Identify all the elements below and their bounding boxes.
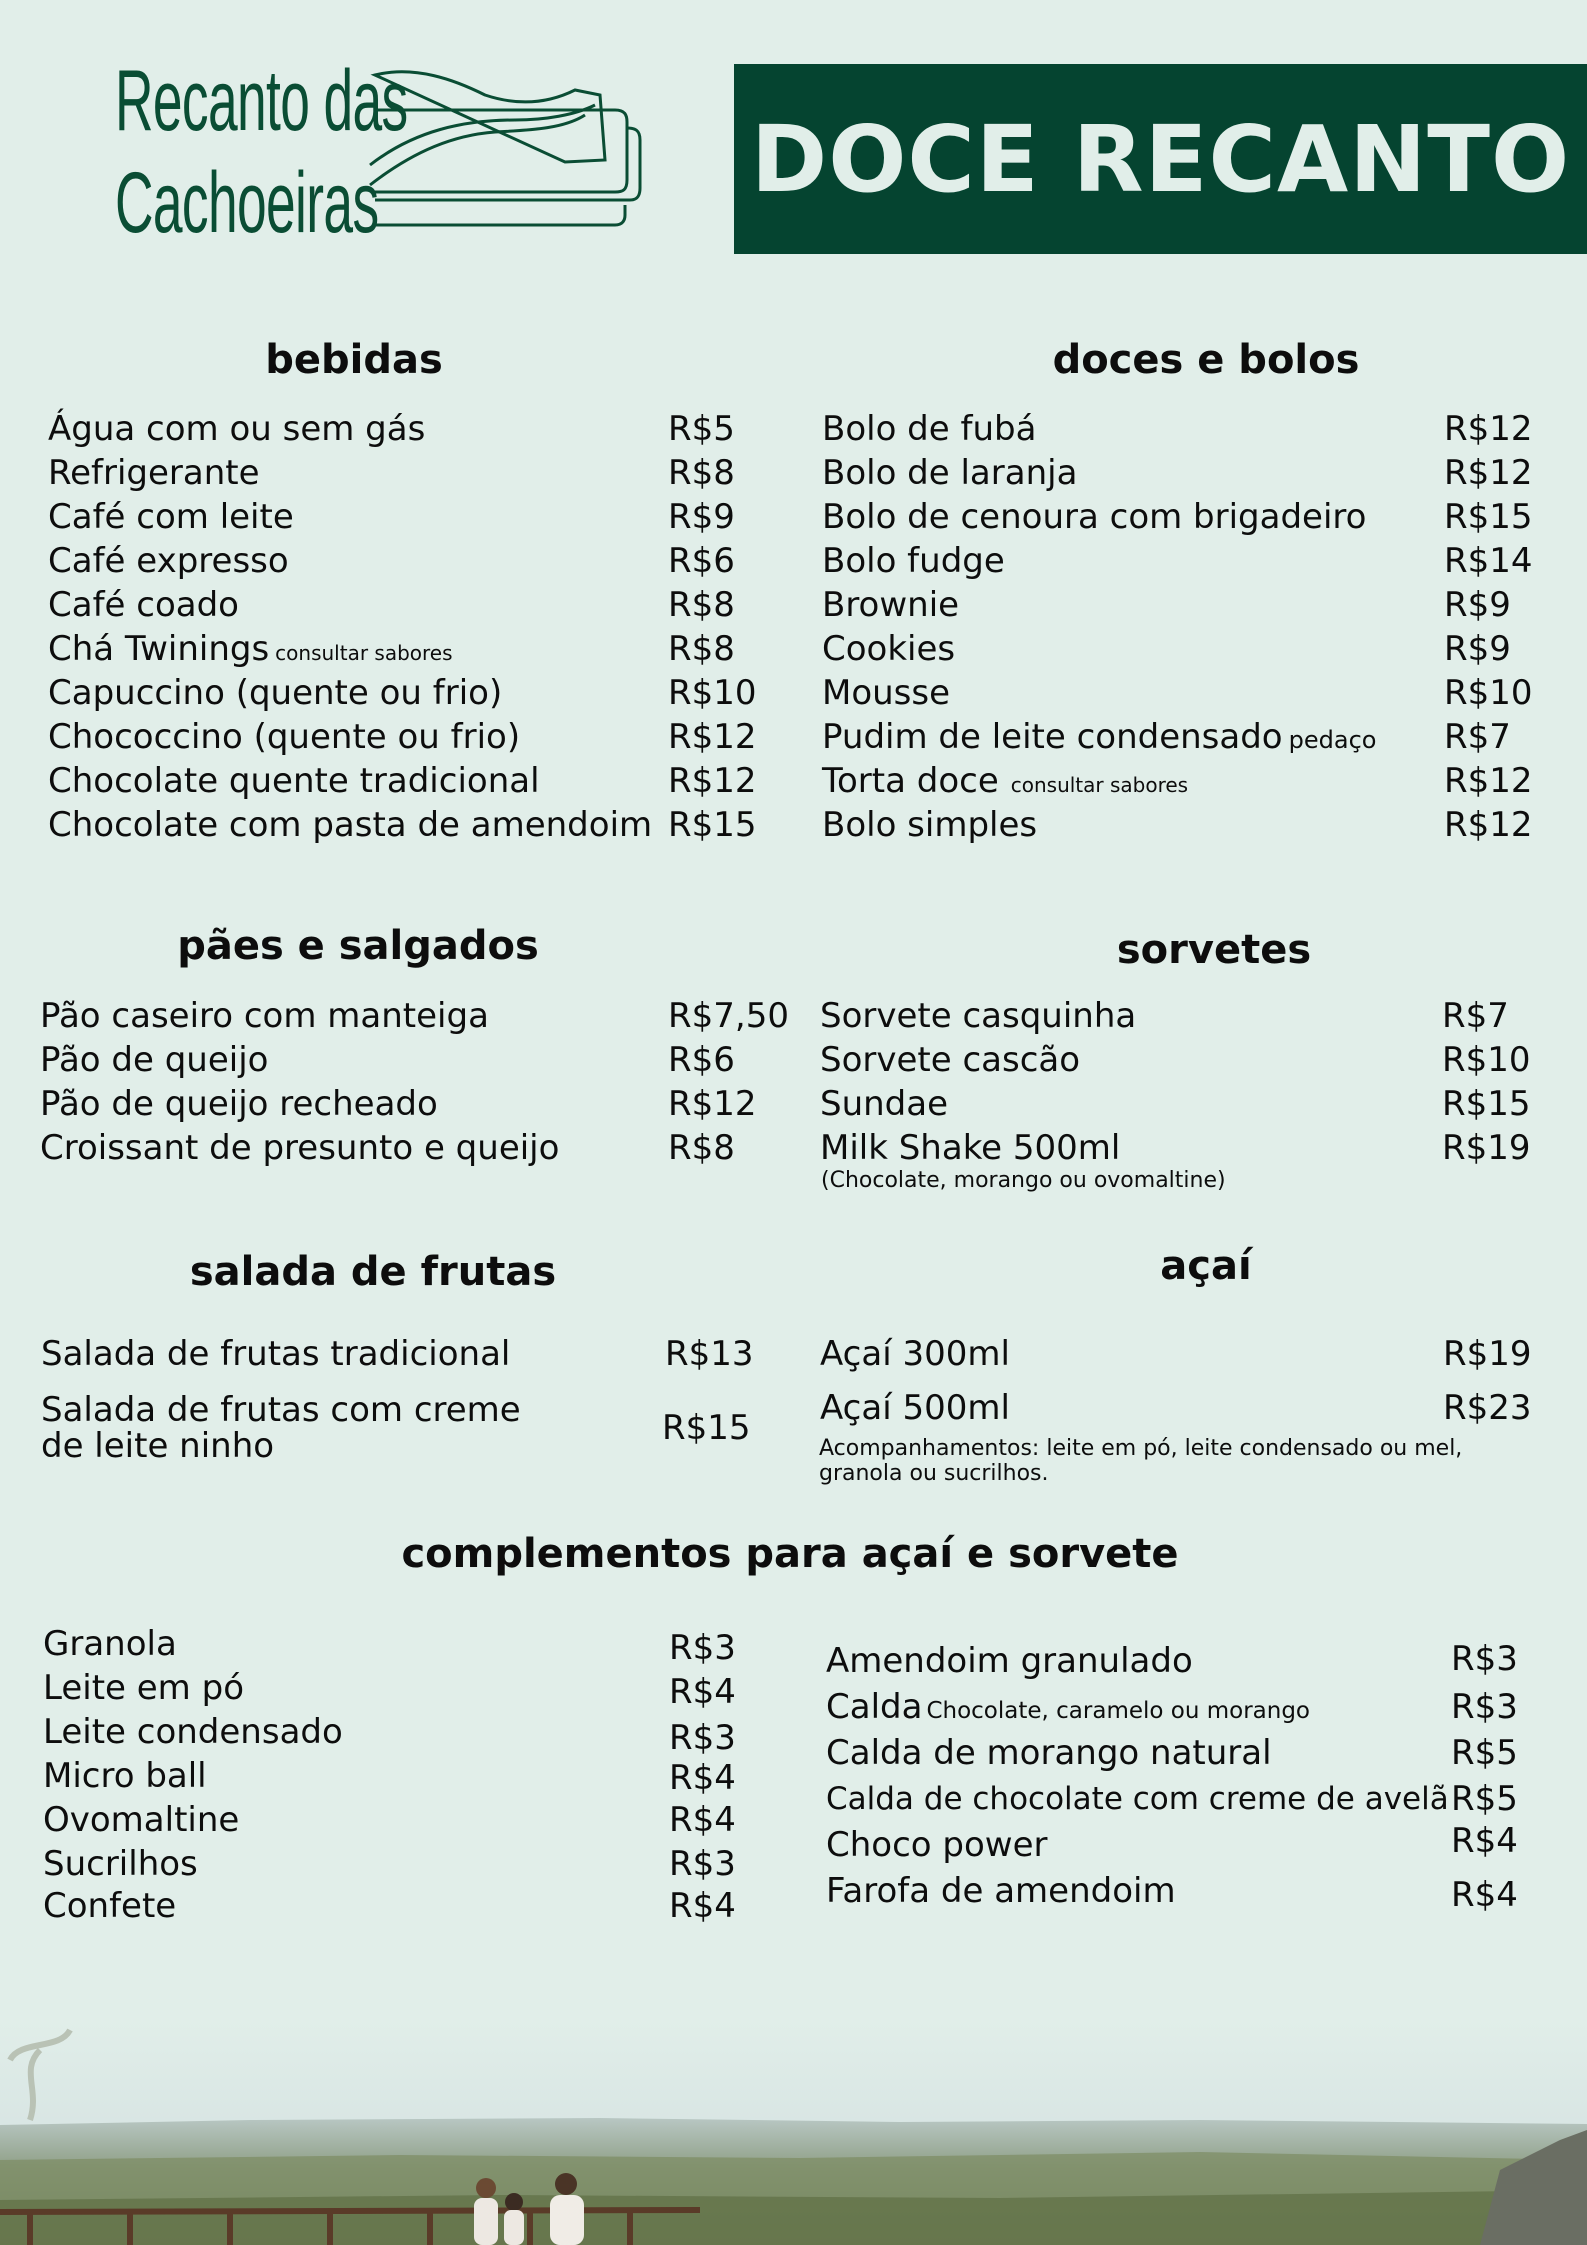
menu-item bbox=[40, 1082, 780, 1126]
item-name: Croissant de presunto e queijo bbox=[40, 1128, 560, 1168]
item-price: R$8 bbox=[668, 629, 735, 669]
item-name bbox=[48, 627, 453, 675]
menu-item bbox=[43, 1666, 783, 1710]
item-price: R$12 bbox=[1444, 761, 1533, 801]
item-price: R$3 bbox=[1451, 1639, 1518, 1679]
item-price: R$15 bbox=[662, 1408, 751, 1448]
item-price: R$8 bbox=[668, 1128, 735, 1168]
menu-item bbox=[820, 1386, 1540, 1430]
item-price: R$19 bbox=[1443, 1334, 1532, 1374]
item-price: R$10 bbox=[1444, 673, 1533, 713]
menu-item bbox=[43, 1842, 783, 1884]
item-price: R$4 bbox=[669, 1758, 736, 1798]
item-price: R$12 bbox=[668, 717, 757, 757]
item-name: Bolo de fubá bbox=[822, 409, 1037, 449]
item-name-text: Calda bbox=[826, 1687, 923, 1727]
brand-line-2: Cachoeiras bbox=[115, 155, 379, 251]
item-name: Leite condensado bbox=[43, 1712, 343, 1752]
item-price: R$19 bbox=[1442, 1128, 1531, 1168]
item-price: R$12 bbox=[1444, 409, 1533, 449]
menu-item bbox=[48, 495, 768, 539]
menu-list-sorvetes bbox=[820, 994, 1540, 1170]
item-name bbox=[826, 1685, 1310, 1733]
item-note: Chocolate, caramelo ou morango bbox=[926, 1698, 1311, 1724]
item-name: Chocolate quente tradicional bbox=[48, 761, 540, 801]
item-price: R$10 bbox=[1442, 1040, 1531, 1080]
menu-item bbox=[826, 1731, 1546, 1777]
item-name: Choco power bbox=[826, 1825, 1048, 1865]
menu-item bbox=[40, 1038, 780, 1082]
item-name: Brownie bbox=[822, 585, 960, 625]
menu-item bbox=[43, 1798, 783, 1842]
menu-item bbox=[43, 1754, 783, 1798]
menu-item bbox=[41, 1332, 781, 1392]
section-heading-acai: açaí bbox=[1160, 1243, 1252, 1289]
item-name: Confete bbox=[43, 1886, 177, 1926]
item-name: Açaí 300ml bbox=[820, 1334, 1010, 1374]
item-price: R$12 bbox=[668, 1084, 757, 1124]
brand-line-1: Recanto das bbox=[115, 53, 408, 149]
item-name: Ovomaltine bbox=[43, 1800, 240, 1840]
acai-note bbox=[819, 1436, 1462, 1486]
item-price: R$10 bbox=[668, 673, 757, 713]
acai-note-line-2: granola ou sucrilhos. bbox=[819, 1461, 1049, 1486]
item-name: Salada de frutas tradicional bbox=[41, 1334, 511, 1374]
menu-item bbox=[822, 715, 1542, 759]
item-name: Água com ou sem gás bbox=[48, 409, 426, 449]
sorvetes-note: (Chocolate, morango ou ovomaltine) bbox=[821, 1168, 1226, 1193]
title-banner bbox=[734, 64, 1587, 254]
item-name-text: Chá Twinings bbox=[48, 629, 270, 669]
menu-item bbox=[822, 495, 1542, 539]
menu-item bbox=[822, 671, 1542, 715]
item-price: R$6 bbox=[668, 1040, 735, 1080]
item-price: R$3 bbox=[669, 1718, 736, 1758]
menu-item bbox=[826, 1823, 1546, 1869]
item-price: R$5 bbox=[668, 409, 735, 449]
menu-item bbox=[48, 671, 768, 715]
menu-item bbox=[820, 1038, 1540, 1082]
item-price: R$8 bbox=[668, 453, 735, 493]
menu-list-paes bbox=[40, 994, 789, 1170]
menu-item bbox=[820, 1126, 1540, 1170]
menu-item bbox=[822, 803, 1542, 847]
menu-item bbox=[43, 1710, 783, 1758]
section-heading-sorvetes: sorvetes bbox=[1116, 927, 1312, 973]
item-price: R$3 bbox=[669, 1844, 736, 1884]
menu-item bbox=[822, 539, 1542, 583]
menu-item bbox=[822, 451, 1542, 495]
item-name: Micro ball bbox=[43, 1756, 207, 1796]
item-price: R$4 bbox=[1451, 1875, 1518, 1915]
menu-item bbox=[48, 627, 768, 671]
menu-item bbox=[822, 627, 1542, 671]
item-name: Chococcino (quente ou frio) bbox=[48, 717, 521, 757]
item-name: Café com leite bbox=[48, 497, 294, 537]
item-price: R$12 bbox=[668, 761, 757, 801]
item-price: R$23 bbox=[1443, 1388, 1532, 1428]
menu-item bbox=[48, 451, 768, 495]
item-name: Sorvete cascão bbox=[820, 1040, 1081, 1080]
item-note: consultar sabores bbox=[275, 641, 453, 665]
page-title: DOCE RECANTO bbox=[750, 105, 1571, 213]
item-name: Bolo de cenoura com brigadeiro bbox=[822, 497, 1367, 537]
menu-item bbox=[48, 407, 768, 451]
menu-item bbox=[820, 994, 1540, 1038]
item-name: Bolo simples bbox=[822, 805, 1038, 845]
item-name-line-1: Salada de frutas com creme bbox=[41, 1390, 521, 1430]
item-name: Pão caseiro com manteiga bbox=[40, 996, 489, 1036]
item-price: R$5 bbox=[1451, 1779, 1518, 1819]
item-name: Leite em pó bbox=[43, 1668, 244, 1708]
menu-item bbox=[822, 407, 1542, 451]
item-name bbox=[41, 1392, 521, 1464]
item-price: R$4 bbox=[669, 1672, 736, 1712]
item-name-line-2: de leite ninho bbox=[41, 1426, 275, 1466]
item-price: R$12 bbox=[1444, 453, 1533, 493]
item-name: Bolo fudge bbox=[822, 541, 1005, 581]
item-price: R$14 bbox=[1444, 541, 1533, 581]
item-name-text: Pudim de leite condensado bbox=[822, 717, 1283, 757]
menu-list-acai bbox=[820, 1332, 1540, 1430]
menu-list-doces bbox=[822, 407, 1542, 847]
menu-item bbox=[826, 1685, 1546, 1731]
item-price: R$3 bbox=[1451, 1687, 1518, 1727]
item-price: R$15 bbox=[1444, 497, 1533, 537]
menu-list-bebidas bbox=[48, 407, 768, 847]
menu-item bbox=[826, 1777, 1546, 1823]
item-name bbox=[822, 715, 1376, 762]
item-price: R$4 bbox=[669, 1800, 736, 1840]
item-name: Milk Shake 500ml bbox=[820, 1128, 1121, 1168]
item-price: R$4 bbox=[1451, 1821, 1518, 1861]
section-heading-bebidas: bebidas bbox=[265, 337, 443, 383]
menu-item bbox=[48, 759, 768, 803]
item-note: pedaço bbox=[1288, 726, 1377, 754]
item-name: Sorvete casquinha bbox=[820, 996, 1137, 1036]
item-price: R$15 bbox=[1442, 1084, 1531, 1124]
menu-item bbox=[40, 994, 789, 1038]
section-heading-doces: doces e bolos bbox=[1052, 337, 1360, 383]
item-note: consultar sabores bbox=[1010, 773, 1189, 797]
brand-logo bbox=[115, 50, 645, 260]
menu-item bbox=[48, 803, 768, 847]
item-name: Chocolate com pasta de amendoim bbox=[48, 805, 653, 845]
item-price: R$9 bbox=[1444, 585, 1511, 625]
item-price: R$13 bbox=[665, 1334, 754, 1374]
menu-item bbox=[48, 715, 768, 759]
menu-list-complementos-right bbox=[826, 1639, 1546, 1913]
item-price: R$12 bbox=[1444, 805, 1533, 845]
menu-item bbox=[820, 1082, 1540, 1126]
item-name: Refrigerante bbox=[48, 453, 260, 493]
menu-item bbox=[48, 539, 768, 583]
acai-note-line-1: Acompanhamentos: leite em pó, leite condensado ou mel, bbox=[819, 1436, 1463, 1461]
item-name: Capuccino (quente ou frio) bbox=[48, 673, 503, 713]
item-price: R$6 bbox=[668, 541, 735, 581]
menu-list-complementos-left bbox=[43, 1622, 783, 1928]
item-name: Café expresso bbox=[48, 541, 289, 581]
item-price: R$9 bbox=[668, 497, 735, 537]
menu-item bbox=[822, 759, 1542, 803]
item-price: R$7 bbox=[1442, 996, 1509, 1036]
section-heading-salada: salada de frutas bbox=[189, 1249, 557, 1295]
item-name: Pão de queijo recheado bbox=[40, 1084, 438, 1124]
item-name: Bolo de laranja bbox=[822, 453, 1078, 493]
menu-item bbox=[43, 1884, 783, 1928]
item-name: Calda de morango natural bbox=[826, 1733, 1272, 1773]
item-name-text: Torta doce bbox=[822, 761, 999, 801]
menu-item bbox=[822, 583, 1542, 627]
menu-item bbox=[826, 1869, 1546, 1913]
item-name: Calda de chocolate com creme de avelã bbox=[826, 1781, 1449, 1817]
item-price: R$8 bbox=[668, 585, 735, 625]
menu-list-salada bbox=[41, 1332, 781, 1466]
landscape-illustration bbox=[0, 2020, 1587, 2245]
item-name: Farofa de amendoim bbox=[826, 1871, 1176, 1911]
item-name: Cookies bbox=[822, 629, 956, 669]
item-price: R$9 bbox=[1444, 629, 1511, 669]
section-heading-complementos: complementos para açaí e sorvete bbox=[401, 1531, 1179, 1577]
item-name: Açaí 500ml bbox=[820, 1388, 1010, 1428]
item-price: R$7 bbox=[1444, 717, 1511, 757]
menu-item bbox=[820, 1332, 1540, 1386]
menu-item bbox=[826, 1639, 1546, 1685]
item-name: Sundae bbox=[820, 1084, 949, 1124]
menu-item bbox=[48, 583, 768, 627]
item-name: Pão de queijo bbox=[40, 1040, 269, 1080]
item-price: R$4 bbox=[669, 1886, 736, 1926]
item-name: Granola bbox=[43, 1624, 177, 1664]
menu-item bbox=[43, 1622, 783, 1666]
item-name: Mousse bbox=[822, 673, 951, 713]
section-heading-paes: pães e salgados bbox=[177, 923, 539, 969]
landscape-photo bbox=[0, 2020, 1587, 2245]
menu-item bbox=[41, 1390, 781, 1466]
item-name bbox=[822, 759, 1188, 807]
item-name: Amendoim granulado bbox=[826, 1641, 1193, 1681]
item-price: R$5 bbox=[1451, 1733, 1518, 1773]
item-price: R$7,50 bbox=[668, 996, 789, 1036]
item-name: Sucrilhos bbox=[43, 1844, 198, 1884]
item-name: Café coado bbox=[48, 585, 239, 625]
item-price: R$15 bbox=[668, 805, 757, 845]
item-price: R$3 bbox=[669, 1628, 736, 1668]
menu-item bbox=[40, 1126, 780, 1170]
